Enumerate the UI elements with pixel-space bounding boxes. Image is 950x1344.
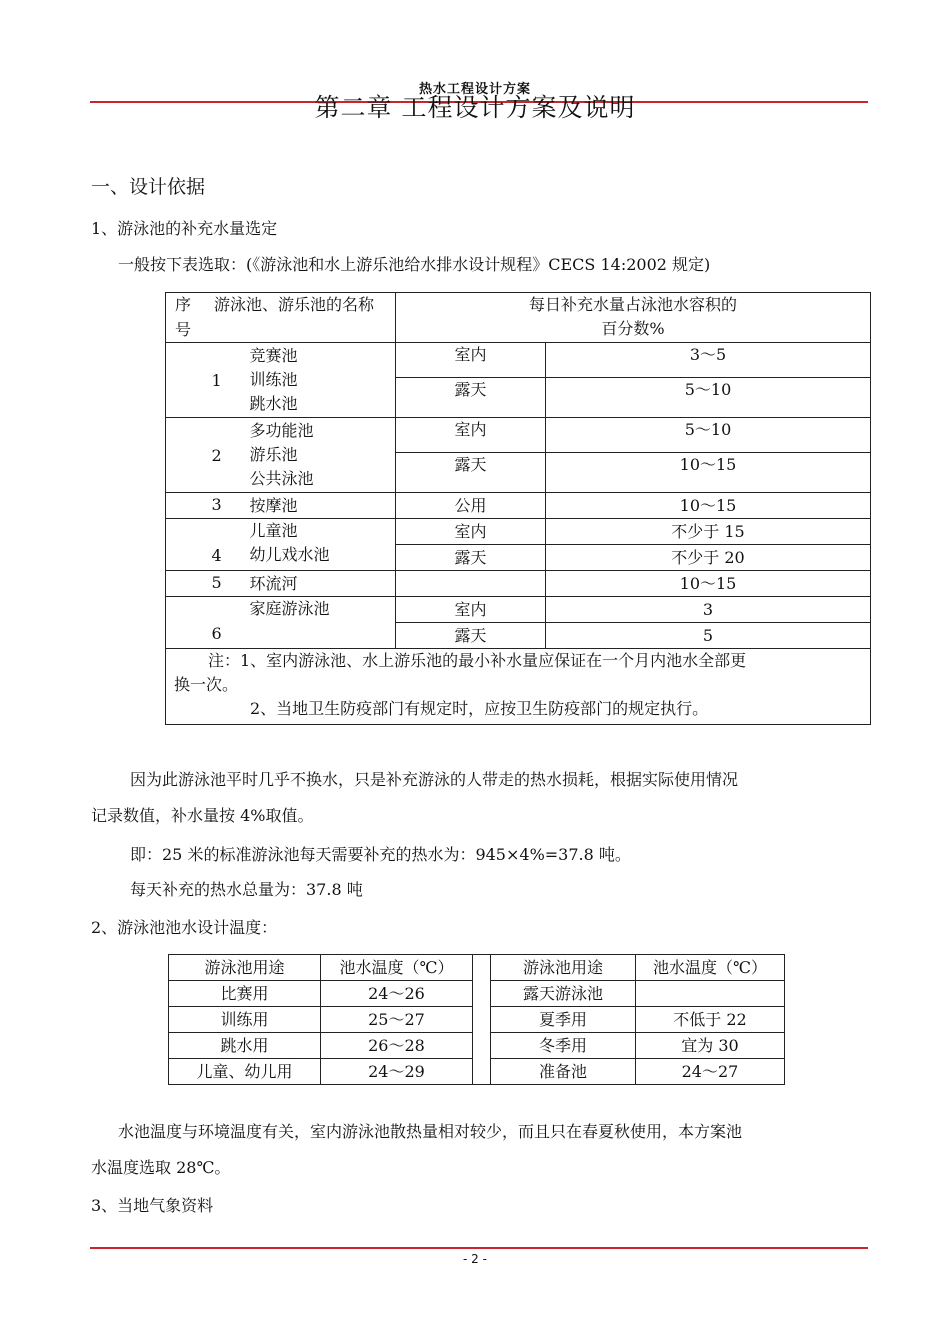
supplement-water-table xyxy=(165,292,871,725)
usage-cell: 露天游泳池 xyxy=(491,981,636,1007)
row-blank xyxy=(166,343,202,418)
usage-cell: 儿童、幼儿用 xyxy=(169,1059,321,1085)
pool-type: 室内 xyxy=(396,343,546,378)
row-blank xyxy=(166,493,202,519)
pool-name: 跳水池 xyxy=(249,394,298,413)
pct-value: 3 xyxy=(546,597,871,623)
subsection-title-3: 3、当地气象资料 xyxy=(91,1196,214,1215)
usage-cell: 准备池 xyxy=(491,1059,636,1085)
row-names xyxy=(202,493,396,519)
col-header: 游泳池用途 xyxy=(491,955,636,981)
table-notes xyxy=(166,649,871,725)
pool-name: 游乐池 xyxy=(249,445,298,464)
note-line: 注：1、室内游泳池、水上游乐池的最小补水量应保证在一个月内池水全部更 xyxy=(208,651,747,670)
pool-type: 露天 xyxy=(396,453,546,493)
pool-type xyxy=(396,571,546,597)
pct-value: 不少于 15 xyxy=(546,519,871,545)
pool-temperature-table xyxy=(168,954,785,1085)
temp-cell: 24～27 xyxy=(636,1059,785,1085)
usage-cell: 比赛用 xyxy=(169,981,321,1007)
table-row xyxy=(166,493,871,519)
table-row xyxy=(166,343,871,378)
row-number: 6 xyxy=(211,624,222,643)
row-number: 2 xyxy=(211,446,222,465)
pool-type: 露天 xyxy=(396,623,546,649)
pct-value: 5～10 xyxy=(546,378,871,418)
pool-type: 室内 xyxy=(396,597,546,623)
temp-cell: 24～29 xyxy=(321,1059,473,1085)
footer-rule xyxy=(90,1247,868,1249)
pool-type: 室内 xyxy=(396,418,546,453)
table-row xyxy=(166,597,871,623)
usage-cell: 跳水用 xyxy=(169,1033,321,1059)
row-number: 5 xyxy=(211,573,222,592)
pct-value: 5～10 xyxy=(546,418,871,453)
row-names xyxy=(202,343,396,418)
pct-value: 5 xyxy=(546,623,871,649)
row-blank xyxy=(166,571,202,597)
paragraph-line: 水温度选取 28℃。 xyxy=(91,1158,231,1177)
pct-value: 10～15 xyxy=(546,453,871,493)
row-names xyxy=(202,597,396,649)
subsection-title-1: 1、游泳池的补充水量选定 xyxy=(91,219,278,238)
temp-cell: 24～26 xyxy=(321,981,473,1007)
header-name: 游泳池、游乐池的名称 xyxy=(214,295,375,314)
paragraph-line: 记录数值，补水量按 4%取值。 xyxy=(91,806,314,825)
pool-type: 露天 xyxy=(396,378,546,418)
pool-name: 家庭游泳池 xyxy=(249,599,330,618)
note-line: 换一次。 xyxy=(174,675,239,694)
row-names xyxy=(202,418,396,493)
row-blank xyxy=(166,418,202,493)
row-number: 3 xyxy=(211,495,222,514)
col-header: 游泳池用途 xyxy=(169,955,321,981)
usage-cell: 夏季用 xyxy=(491,1007,636,1033)
subsection-title-2: 2、游泳池池水设计温度： xyxy=(91,918,278,937)
temp-cell: 26～28 xyxy=(321,1033,473,1059)
table-row xyxy=(166,571,871,597)
pct-value: 10～15 xyxy=(546,493,871,519)
paragraph-line: 因为此游泳池平时几乎不换水，只是补充游泳的人带走的热水损耗，根据实际使用情况 xyxy=(130,770,739,789)
pool-name: 竞赛池 xyxy=(249,346,298,365)
paragraph-line: 水池温度与环境温度有关，室内游泳池散热量相对较少，而且只在春夏秋使用，本方案池 xyxy=(118,1122,743,1141)
pct-value: 10～15 xyxy=(546,571,871,597)
pct-value: 3～5 xyxy=(546,343,871,378)
paragraph-line: 每天补充的热水总量为：37.8 吨 xyxy=(130,880,363,899)
pool-type: 公用 xyxy=(396,493,546,519)
row-number: 4 xyxy=(211,546,222,565)
table-row xyxy=(166,519,871,545)
subsection-intro: 一般按下表选取：(《游泳池和水上游乐池给水排水设计规程》CECS 14:2002 规定) xyxy=(118,255,711,274)
temp-cell: 不低于 22 xyxy=(636,1007,785,1033)
row-names xyxy=(202,519,396,571)
row-number: 1 xyxy=(211,371,222,390)
page-number: - 2 - xyxy=(463,1252,487,1266)
pct-value: 不少于 20 xyxy=(546,545,871,571)
table-header-row xyxy=(169,955,785,981)
row-names xyxy=(202,571,396,597)
row-blank xyxy=(166,597,202,649)
pool-name: 环流河 xyxy=(249,573,298,593)
chapter-title: 第二章 工程设计方案及说明 xyxy=(314,93,636,122)
pool-name: 幼儿戏水池 xyxy=(249,545,330,564)
pool-name: 按摩池 xyxy=(249,495,298,515)
pool-name: 多功能池 xyxy=(249,421,314,440)
header-hao: 号 xyxy=(175,320,192,339)
table-header-pct xyxy=(396,293,871,343)
table-row xyxy=(166,418,871,453)
col-header: 池水温度（℃） xyxy=(636,955,785,981)
row-blank xyxy=(166,519,202,571)
usage-cell: 训练用 xyxy=(169,1007,321,1033)
temp-cell: 25～27 xyxy=(321,1007,473,1033)
section-heading: 一、设计依据 xyxy=(91,176,206,198)
pool-name: 训练池 xyxy=(249,370,298,389)
note-line: 2、当地卫生防疫部门有规定时，应按卫生防疫部门的规定执行。 xyxy=(250,699,709,718)
col-header: 池水温度（℃） xyxy=(321,955,473,981)
paragraph-line: 即：25 米的标准游泳池每天需要补充的热水为：945×4%=37.8 吨。 xyxy=(130,845,631,864)
table-notes-row xyxy=(166,649,871,725)
header-xu: 序 xyxy=(175,295,192,314)
temp-cell xyxy=(636,981,785,1007)
pool-type: 露天 xyxy=(396,545,546,571)
table-header-name xyxy=(166,293,396,343)
pool-name: 儿童池 xyxy=(249,521,298,540)
usage-cell: 冬季用 xyxy=(491,1033,636,1059)
document-header-title: 热水工程设计方案 xyxy=(418,82,531,97)
pool-type: 室内 xyxy=(396,519,546,545)
pool-name: 公共泳池 xyxy=(249,469,314,488)
header-pct-line2: 百分数% xyxy=(601,319,665,338)
header-pct-line1: 每日补充水量占泳池水容积的 xyxy=(529,295,738,314)
table-gap xyxy=(473,955,491,1085)
temp-cell: 宜为 30 xyxy=(636,1033,785,1059)
